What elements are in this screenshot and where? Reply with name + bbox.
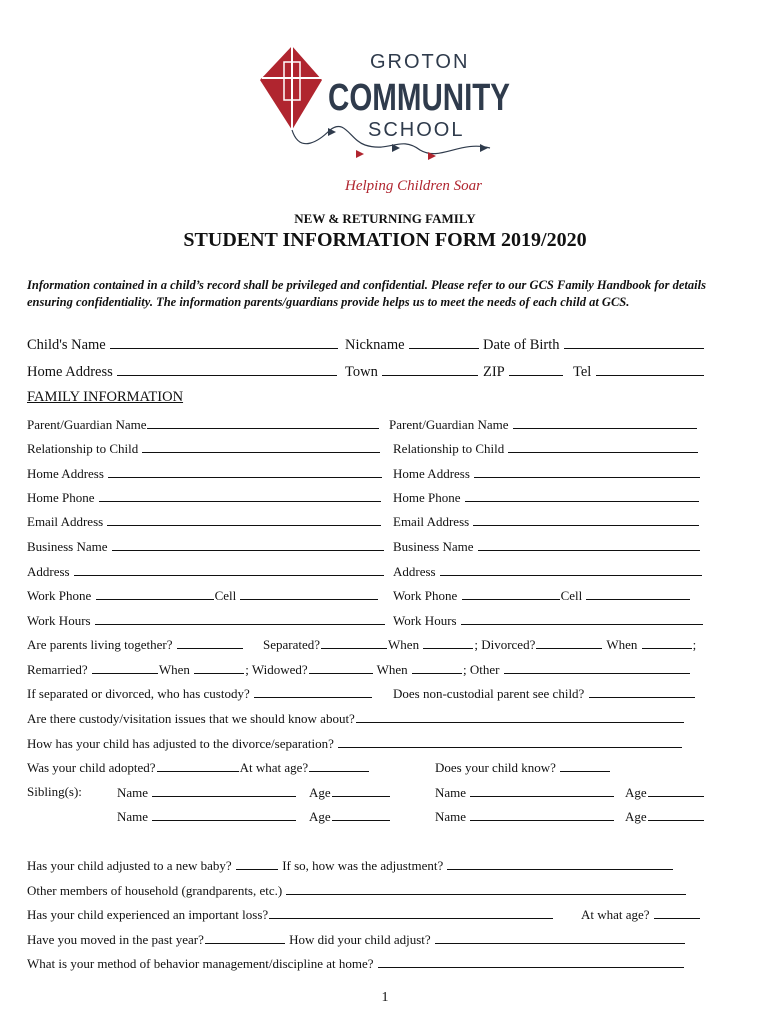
town-field[interactable] [382, 363, 478, 376]
field-label: Age [625, 809, 647, 824]
form-field-group [27, 882, 687, 899]
form-field-group [27, 363, 338, 381]
field-label: Cell [560, 588, 583, 603]
form-field-group [393, 440, 699, 457]
household-row [27, 882, 707, 902]
field-label: Home Phone [27, 490, 95, 505]
zip-field[interactable] [509, 363, 563, 376]
form-field-group [27, 465, 383, 482]
form-field-group [625, 784, 705, 801]
loss-row [27, 906, 707, 926]
field-label: Work Hours [27, 613, 91, 628]
guardian1-address-field[interactable] [108, 465, 382, 478]
field-label: Address [393, 564, 436, 579]
remarried-when-field[interactable] [194, 661, 244, 674]
form-field-group [309, 808, 391, 825]
form-field-group [309, 784, 391, 801]
home-address2-row [27, 465, 707, 485]
field-label: If separated or divorced, who has custody? [27, 686, 250, 701]
guardian2-hours-field[interactable] [461, 612, 703, 625]
form-field-group [393, 465, 701, 482]
sibling3-name-field[interactable] [152, 808, 296, 821]
sibling-row-1 [27, 784, 707, 804]
guardian1-hours-field[interactable] [95, 612, 385, 625]
guardian1-name-field[interactable] [147, 416, 379, 429]
sibling1-name-field[interactable] [152, 784, 296, 797]
field-label: Divorced? [481, 637, 536, 652]
divorced-field[interactable] [536, 636, 602, 649]
sibling4-name-field[interactable] [470, 808, 614, 821]
adjusted-divorce-field[interactable] [338, 735, 682, 748]
adjusted-divorce-row [27, 735, 707, 755]
address-row [27, 563, 707, 583]
form-field-group [27, 336, 339, 354]
form-field-group [393, 685, 696, 702]
field-label: Relationship to Child [393, 441, 505, 456]
remarried-field[interactable] [92, 661, 158, 674]
field-label: Home Address [393, 466, 470, 481]
logo-line3: SCHOOL [368, 119, 465, 141]
widowed-field[interactable] [309, 661, 373, 674]
field-label: Separated? [263, 637, 321, 652]
business-row [27, 538, 707, 558]
form-field-group [393, 538, 701, 555]
field-label: Name [435, 785, 467, 800]
noncustodial-field[interactable] [589, 685, 695, 698]
field-label: Have you moved in the past year? [27, 932, 204, 947]
field-label: Work Hours [393, 613, 457, 628]
guardian2-address-field[interactable] [474, 465, 700, 478]
sibling3-age-field[interactable] [332, 808, 390, 821]
sibling2-name-field[interactable] [470, 784, 614, 797]
form-field-group [581, 906, 701, 923]
adopted-row [27, 759, 707, 779]
loss-age-field[interactable] [654, 906, 700, 919]
field-label: Are there custody/visitation issues that we should know about? [27, 711, 355, 726]
field-label: Home Address [27, 466, 104, 481]
form-field-group [27, 440, 381, 457]
dob-field[interactable] [564, 336, 704, 349]
field-label: Name [117, 785, 149, 800]
field-label: Parent/Guardian Name [27, 417, 147, 432]
form-field-group [27, 416, 380, 433]
form-field-group [435, 784, 615, 801]
field-label: Age [625, 785, 647, 800]
discipline-row [27, 955, 707, 975]
field-label: If so, how was the adjustment? [282, 858, 444, 873]
form-field-group [27, 513, 382, 530]
work-phone-row [27, 587, 707, 607]
field-label: Age [309, 809, 331, 824]
field-label: Relationship to Child [27, 441, 139, 456]
field-label: Email Address [27, 514, 104, 529]
field-label: Work Phone [393, 588, 458, 603]
field-label: When [388, 637, 420, 652]
email-row [27, 513, 707, 533]
sibling4-age-field[interactable] [648, 808, 704, 821]
form-field-group [435, 808, 615, 825]
form-field-group [27, 685, 373, 702]
field-label: Has your child adjusted to a new baby? [27, 858, 232, 873]
field-label: When [158, 662, 190, 677]
child-know-field[interactable] [560, 759, 610, 772]
field-label: Has your child experienced an important loss? [27, 907, 269, 922]
home-address-field[interactable] [117, 363, 337, 376]
field-label: Town [345, 364, 378, 380]
relationship-row [27, 440, 707, 460]
custody-issues-field[interactable] [356, 710, 684, 723]
field-label: Other [469, 662, 500, 677]
relationship1-field[interactable] [142, 440, 380, 453]
logo-line1: GROTON [370, 51, 470, 73]
form-field-group [27, 489, 382, 506]
kite-logo-icon [250, 40, 520, 200]
field-label: Work Phone [27, 588, 92, 603]
form-field-group [27, 710, 685, 727]
guardian2-name-field[interactable] [513, 416, 697, 429]
home-address-row [27, 363, 707, 383]
field-label: Home Phone [393, 490, 461, 505]
field-label: How has your child has adjusted to the divorce/separation? [27, 736, 334, 751]
field-label: Child's Name [27, 337, 106, 353]
form-subtitle: NEW & RETURNING FAMILY [294, 211, 476, 226]
form-field-group [625, 808, 705, 825]
form-field-group [27, 906, 554, 923]
guardian2-business-field[interactable] [478, 538, 700, 551]
field-label: Parent/Guardian Name [389, 417, 509, 432]
form-field-group [435, 759, 611, 776]
field-label: Widowed? [251, 662, 308, 677]
guardian2-bizaddress-field[interactable] [440, 563, 702, 576]
custody-field[interactable] [254, 685, 372, 698]
guardian-name-row [27, 416, 707, 436]
form-field-group [483, 336, 705, 354]
form-field-group [27, 636, 244, 653]
field-label: ZIP [483, 364, 505, 380]
adjustment-field[interactable] [447, 857, 673, 870]
school-logo [250, 40, 520, 200]
form-field-group [27, 857, 674, 874]
field-label: Address [27, 564, 70, 579]
form-field-group [393, 563, 703, 580]
divorced-when-field[interactable] [642, 636, 692, 649]
guardian1-workphone-field[interactable] [96, 587, 214, 600]
field-label: Are parents living together? [27, 637, 173, 652]
logo-tagline: Helping Children Soar [345, 178, 482, 194]
field-label: Does your child know? [435, 760, 556, 775]
form-field-group [393, 587, 691, 604]
custody-issues-row [27, 710, 707, 730]
form-field-group [393, 513, 700, 530]
field-label: Remarried? [27, 662, 88, 677]
form-field-group [483, 363, 564, 381]
form-field-group [27, 538, 385, 555]
field-label: Name [435, 809, 467, 824]
other-field[interactable] [504, 661, 690, 674]
guardian2-cell-field[interactable] [586, 587, 690, 600]
form-field-group [393, 489, 700, 506]
logo-line2: COMMUNITY [328, 77, 510, 119]
field-label: Age [309, 785, 331, 800]
field-label: Was your child adopted? [27, 760, 156, 775]
field-label: Name [117, 809, 149, 824]
form-field-group [389, 416, 698, 433]
form-field-group [393, 612, 704, 629]
guardian1-email-field[interactable] [107, 513, 381, 526]
discipline-field[interactable] [378, 955, 684, 968]
field-label: Other members of household (grandparents, etc.) [27, 883, 283, 898]
field-label: Date of Birth [483, 337, 560, 353]
widowed-when-field[interactable] [412, 661, 462, 674]
intro-text: Information contained in a child’s record shall be privileged and confidential. Please refer to our GCS Family Handbook for details ensuring confidentiality. The information parents/guardians provide helps us to meet the needs of each child at GCS. [27, 278, 706, 309]
guardian1-business-field[interactable] [112, 538, 384, 551]
form-field-group: Sibling(s): [27, 784, 82, 799]
separated-when-field[interactable] [423, 636, 473, 649]
household-field[interactable] [286, 882, 686, 895]
guardian1-cell-field[interactable] [240, 587, 378, 600]
work-hours-row [27, 612, 707, 632]
field-label: Tel [573, 364, 592, 380]
living-together-field[interactable] [177, 636, 243, 649]
field-label: Email Address [393, 514, 470, 529]
page-number: 1 [381, 990, 389, 1005]
tel-field[interactable] [596, 363, 704, 376]
guardian2-workphone-field[interactable] [462, 587, 560, 600]
field-label: Nickname [345, 337, 405, 353]
form-field-group [27, 563, 385, 580]
family-heading: FAMILY INFORMATION [27, 389, 184, 405]
form-field-group [27, 931, 686, 948]
form-field-group [27, 735, 683, 752]
living-together-row [27, 636, 707, 656]
new-baby-field[interactable] [236, 857, 278, 870]
custody-row [27, 685, 707, 705]
form-field-group [345, 336, 480, 354]
moved-field[interactable] [205, 931, 285, 944]
form-field-group: Remarried? When ; Widowed? When ; Other [27, 661, 691, 678]
guardian1-phone-field[interactable] [99, 489, 381, 502]
field-label: What is your method of behavior management/discipline at home? [27, 956, 374, 971]
guardian1-bizaddress-field[interactable] [74, 563, 384, 576]
guardian2-phone-field[interactable] [465, 489, 699, 502]
field-label: Home Address [27, 364, 113, 380]
form-field-group [345, 363, 479, 381]
guardian2-email-field[interactable] [473, 513, 699, 526]
separated-field[interactable] [321, 636, 387, 649]
moved-row [27, 931, 707, 951]
form-field-group [27, 759, 370, 776]
nickname-field[interactable] [409, 336, 479, 349]
form-field-group: Separated? When ; Divorced? When ; [263, 637, 697, 652]
sibling2-age-field[interactable] [648, 784, 704, 797]
field-label: How did your child adjust? [289, 932, 431, 947]
form-field-group [27, 587, 379, 604]
field-label: When [376, 662, 408, 677]
new-baby-row [27, 857, 707, 877]
form-field-group [27, 955, 685, 972]
home-phone-row [27, 489, 707, 509]
child-name-row [27, 336, 707, 356]
field-label: Business Name [27, 539, 108, 554]
form-field-group [117, 784, 297, 801]
form-field-group [117, 808, 297, 825]
form-title: STUDENT INFORMATION FORM 2019/2020 [183, 229, 587, 251]
field-label: Business Name [393, 539, 474, 554]
loss-field[interactable] [269, 906, 553, 919]
sibling1-age-field[interactable] [332, 784, 390, 797]
field-label: At what age? [239, 760, 309, 775]
field-label: Cell [214, 588, 237, 603]
field-label: At what age? [581, 907, 650, 922]
adopted-age-field[interactable] [309, 759, 369, 772]
remarried-row [27, 661, 707, 681]
form-field-group [27, 612, 386, 629]
child-name-field[interactable] [110, 336, 338, 349]
relationship2-field[interactable] [508, 440, 698, 453]
field-label: Does non-custodial parent see child? [393, 686, 585, 701]
sibling-row-2 [27, 808, 707, 828]
form-field-group [573, 363, 705, 381]
field-label: When [606, 637, 638, 652]
moved-adjust-field[interactable] [435, 931, 685, 944]
adopted-field[interactable] [157, 759, 239, 772]
